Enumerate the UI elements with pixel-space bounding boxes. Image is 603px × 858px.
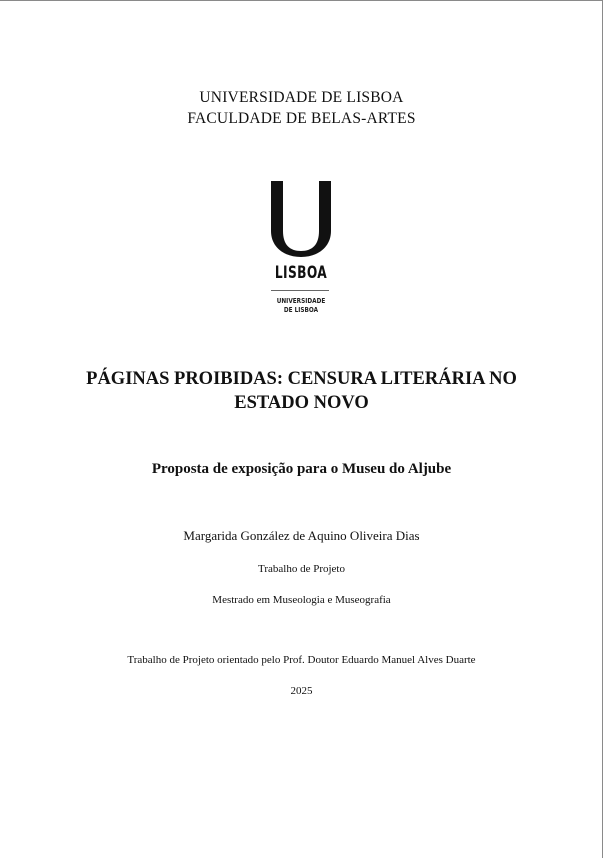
logo-subtitle-line1: UNIVERSIDADE — [276, 297, 326, 305]
university-name: UNIVERSIDADE DE LISBOA — [199, 89, 404, 106]
logo-subtitle — [264, 297, 338, 315]
logo-divider — [271, 290, 329, 291]
document-title-line1: PÁGINAS PROIBIDAS: CENSURA LITERÁRIA NO — [86, 369, 517, 389]
author-name: Margarida González de Aquino Oliveira Dias — [183, 528, 420, 543]
logo-subtitle-line2: DE LISBOA — [283, 306, 319, 314]
logo-wordmark: LISBOA — [274, 263, 328, 283]
university-logo — [256, 179, 346, 319]
ulisboa-u-icon — [256, 179, 346, 259]
document-title — [0, 367, 603, 415]
institution-header — [0, 87, 603, 129]
faculty-name: FACULDADE DE BELAS-ARTES — [187, 110, 416, 127]
publication-year: 2025 — [290, 685, 313, 697]
work-type: Trabalho de Projeto — [258, 563, 345, 575]
supervisor-line: Trabalho de Projeto orientado pelo Prof. Doutor Eduardo Manuel Alves Duarte — [127, 654, 476, 666]
degree-name: Mestrado em Museologia e Museografia — [212, 594, 391, 606]
document-subtitle: Proposta de exposição para o Museu do Aljube — [151, 461, 452, 477]
document-title-line2: ESTADO NOVO — [234, 393, 369, 413]
